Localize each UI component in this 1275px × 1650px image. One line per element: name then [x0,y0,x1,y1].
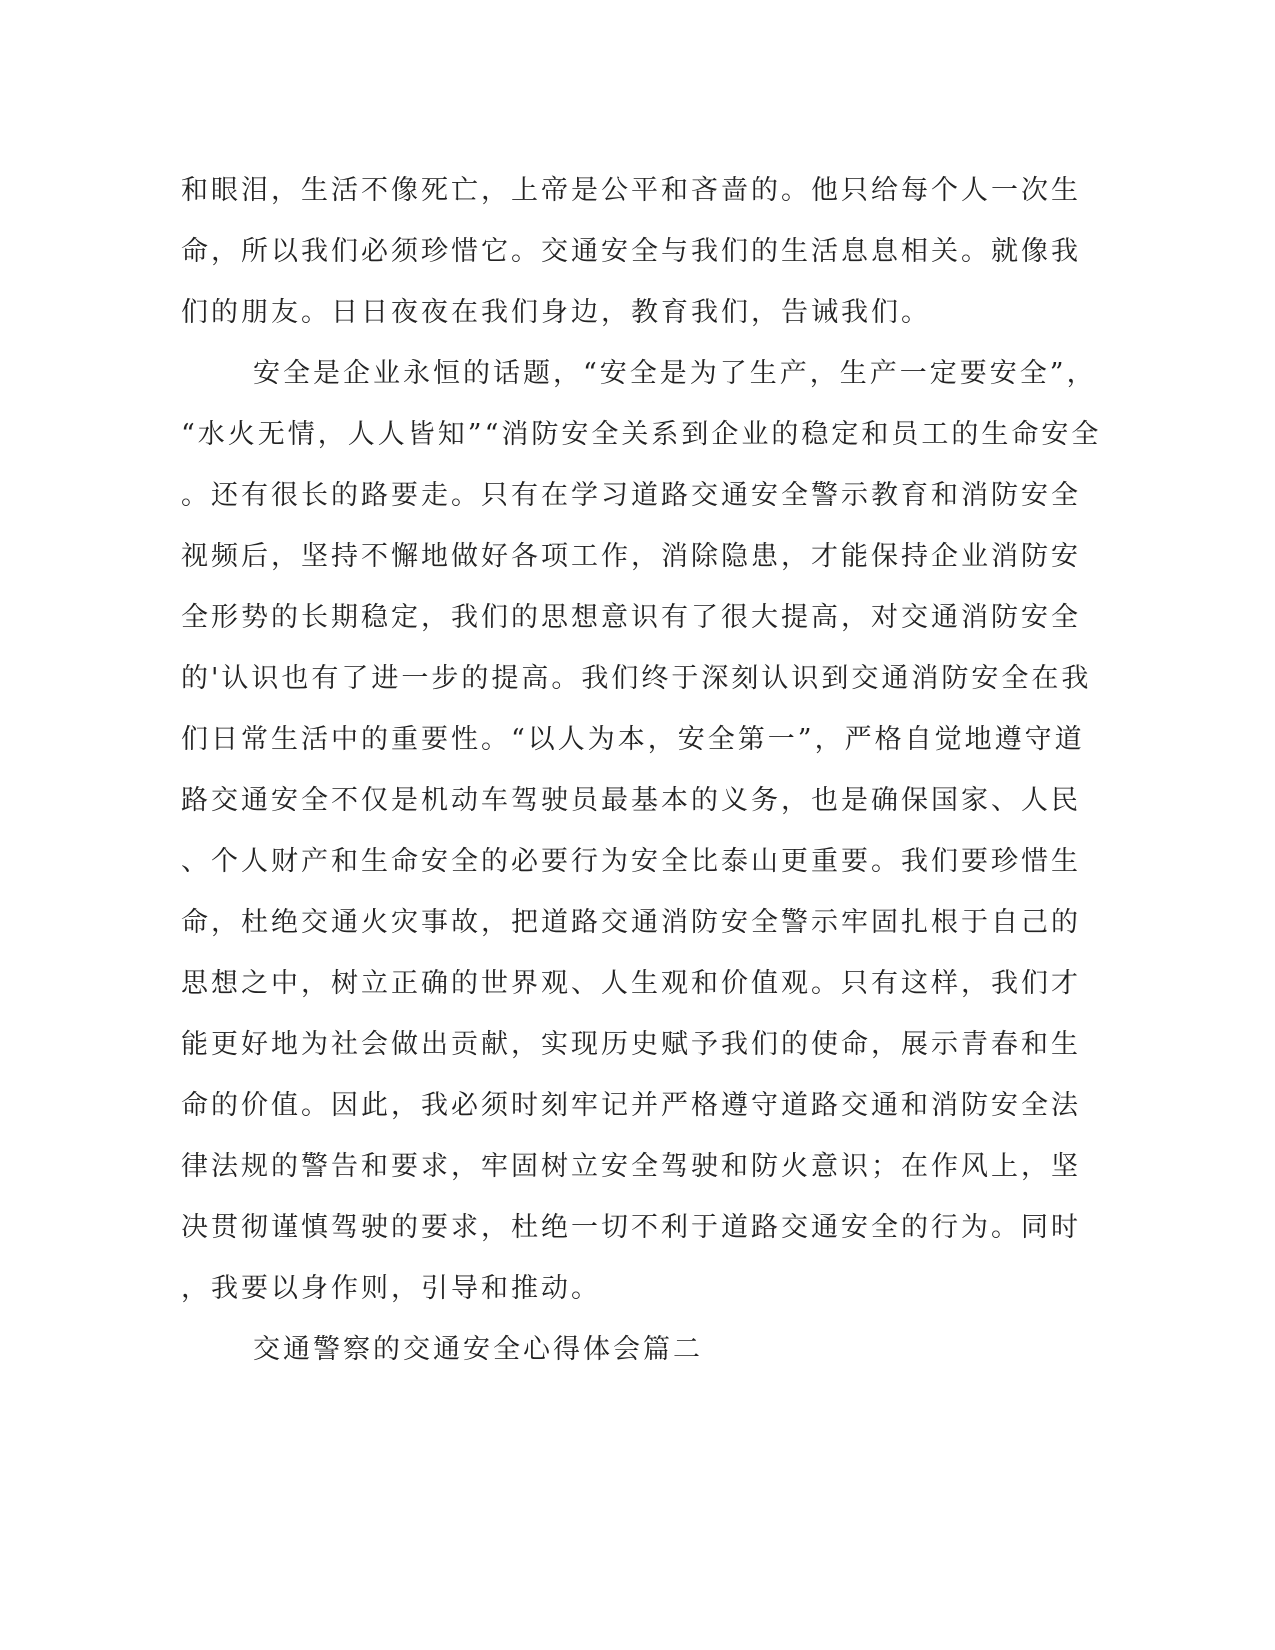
text-line: 能更好地为社会做出贡献，实现历史赋予我们的使命，展示青春和生 [181,1029,1081,1060]
text-line: 的'认识也有了进一步的提高。我们终于深刻认识到交通消防安全在我 [181,663,1092,694]
text-line: 命，杜绝交通火灾事故，把道路交通消防安全警示牢固扎根于自己的 [181,907,1081,938]
text-line: 命的价值。因此，我必须时刻牢记并严格遵守道路交通和消防安全法 [181,1090,1081,1121]
paragraph-2 [181,343,1102,1319]
text-line: 命，所以我们必须珍惜它。交通安全与我们的生活息息相关。就像我 [181,236,1081,267]
paragraph-1 [181,160,1081,343]
text-line: 全形势的长期稳定，我们的思想意识有了很大提高，对交通消防安全 [181,602,1081,633]
text-line: 决贯彻谨慎驾驶的要求，杜绝一切不利于道路交通安全的行为。同时 [181,1212,1081,1243]
text-line: 。还有很长的路要走。只有在学习道路交通安全警示教育和消防安全 [181,480,1081,511]
text-line: 、个人财产和生命安全的必要行为安全比泰山更重要。我们要珍惜生 [181,846,1081,877]
text-line: 们日常生活中的重要性。“以人为本，安全第一”，严格自觉地遵守道 [181,724,1085,755]
section-heading: 交通警察的交通安全心得体会篇二 [253,1334,703,1365]
text-line: “水火无情，人人皆知”“消防安全关系到企业的稳定和员工的生命安全 [181,419,1102,450]
text-line: 安全是企业永恒的话题，“安全是为了生产，生产一定要安全”， [253,358,1097,389]
text-line: 路交通安全不仅是机动车驾驶员最基本的义务，也是确保国家、人民 [181,785,1081,816]
text-line: 们的朋友。日日夜夜在我们身边，教育我们，告诫我们。 [181,297,931,328]
text-line: 视频后，坚持不懈地做好各项工作，消除隐患，才能保持企业消防安 [181,541,1081,572]
text-line: 思想之中，树立正确的世界观、人生观和价值观。只有这样，我们才 [181,968,1081,999]
text-line: ，我要以身作则，引导和推动。 [181,1273,601,1304]
text-line: 律法规的警告和要求，牢固树立安全驾驶和防火意识；在作风上，坚 [181,1151,1081,1182]
document-body [181,160,1102,1380]
text-line: 和眼泪，生活不像死亡，上帝是公平和吝啬的。他只给每个人一次生 [181,175,1081,206]
